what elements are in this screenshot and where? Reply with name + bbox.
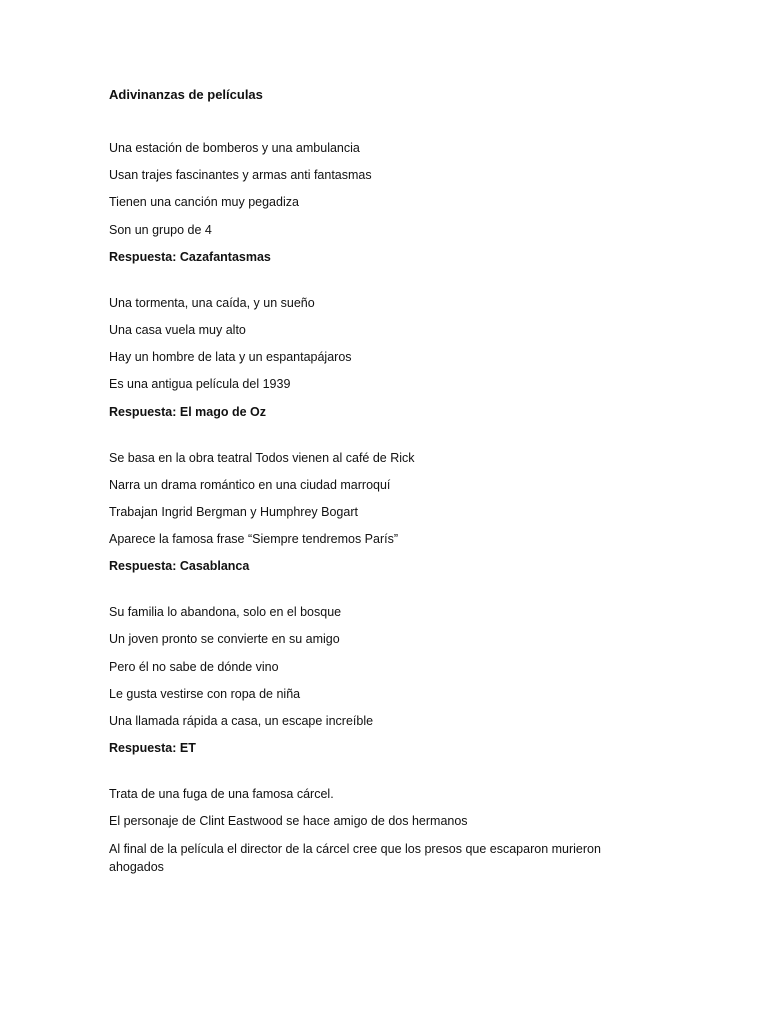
- riddle-clue: Una tormenta, una caída, y un sueño: [109, 295, 315, 310]
- document-title: Adivinanzas de películas: [109, 87, 263, 102]
- riddle-clue: Trata de una fuga de una famosa cárcel.: [109, 787, 334, 802]
- document-body: [109, 86, 649, 904]
- riddle-clue: Una estación de bomberos y una ambulancia: [109, 141, 360, 155]
- riddle-answer: Respuesta: Cazafantasmas: [109, 249, 271, 264]
- riddle-clue: Son un grupo de 4: [109, 222, 212, 237]
- riddle-casablanca: [109, 449, 649, 576]
- riddle-clue: Le gusta vestirse con ropa de niña: [109, 686, 301, 701]
- riddle-clue: Se basa en la obra teatral Todos vienen al café de Rick: [109, 450, 415, 465]
- riddle-clue: Una casa vuela muy alto: [109, 322, 246, 337]
- riddle-answer: Respuesta: El mago de Oz: [109, 404, 266, 419]
- riddle-clue: Aparece la famosa frase “Siempre tendremos París”: [109, 532, 399, 547]
- riddle-clue: Es una antigua película del 1939: [109, 377, 291, 392]
- riddle-fuga-carcel: [109, 785, 649, 875]
- riddle-clue: Narra un drama romántico en una ciudad marroquí: [109, 477, 391, 492]
- riddle-clue: Trabajan Ingrid Bergman y Humphrey Bogart: [109, 504, 358, 519]
- riddle-clue: Tienen una canción muy pegadiza: [109, 195, 299, 210]
- riddle-answer: Respuesta: Casablanca: [109, 559, 250, 574]
- riddle-clue: Al final de la película el director de la cárcel cree que los presos que escaparon murieron ahogados: [109, 841, 601, 874]
- riddle-answer: Respuesta: ET: [109, 741, 196, 756]
- riddle-clue: El personaje de Clint Eastwood se hace amigo de dos hermanos: [109, 814, 468, 829]
- riddle-clue: Una llamada rápida a casa, un escape increíble: [109, 714, 374, 728]
- riddle-mago-de-oz: [109, 294, 649, 421]
- riddle-clue: Usan trajes fascinantes y armas anti fantasmas: [109, 168, 372, 183]
- riddle-clue: Hay un hombre de lata y un espantapájaros: [109, 350, 352, 365]
- riddle-clue: Pero él no sabe de dónde vino: [109, 659, 279, 674]
- riddle-et: [109, 603, 649, 757]
- riddle-clue: Un joven pronto se convierte en su amigo: [109, 632, 340, 647]
- riddle-cazafantasmas: [109, 139, 649, 266]
- riddle-clue: Su familia lo abandona, solo en el bosque: [109, 605, 342, 620]
